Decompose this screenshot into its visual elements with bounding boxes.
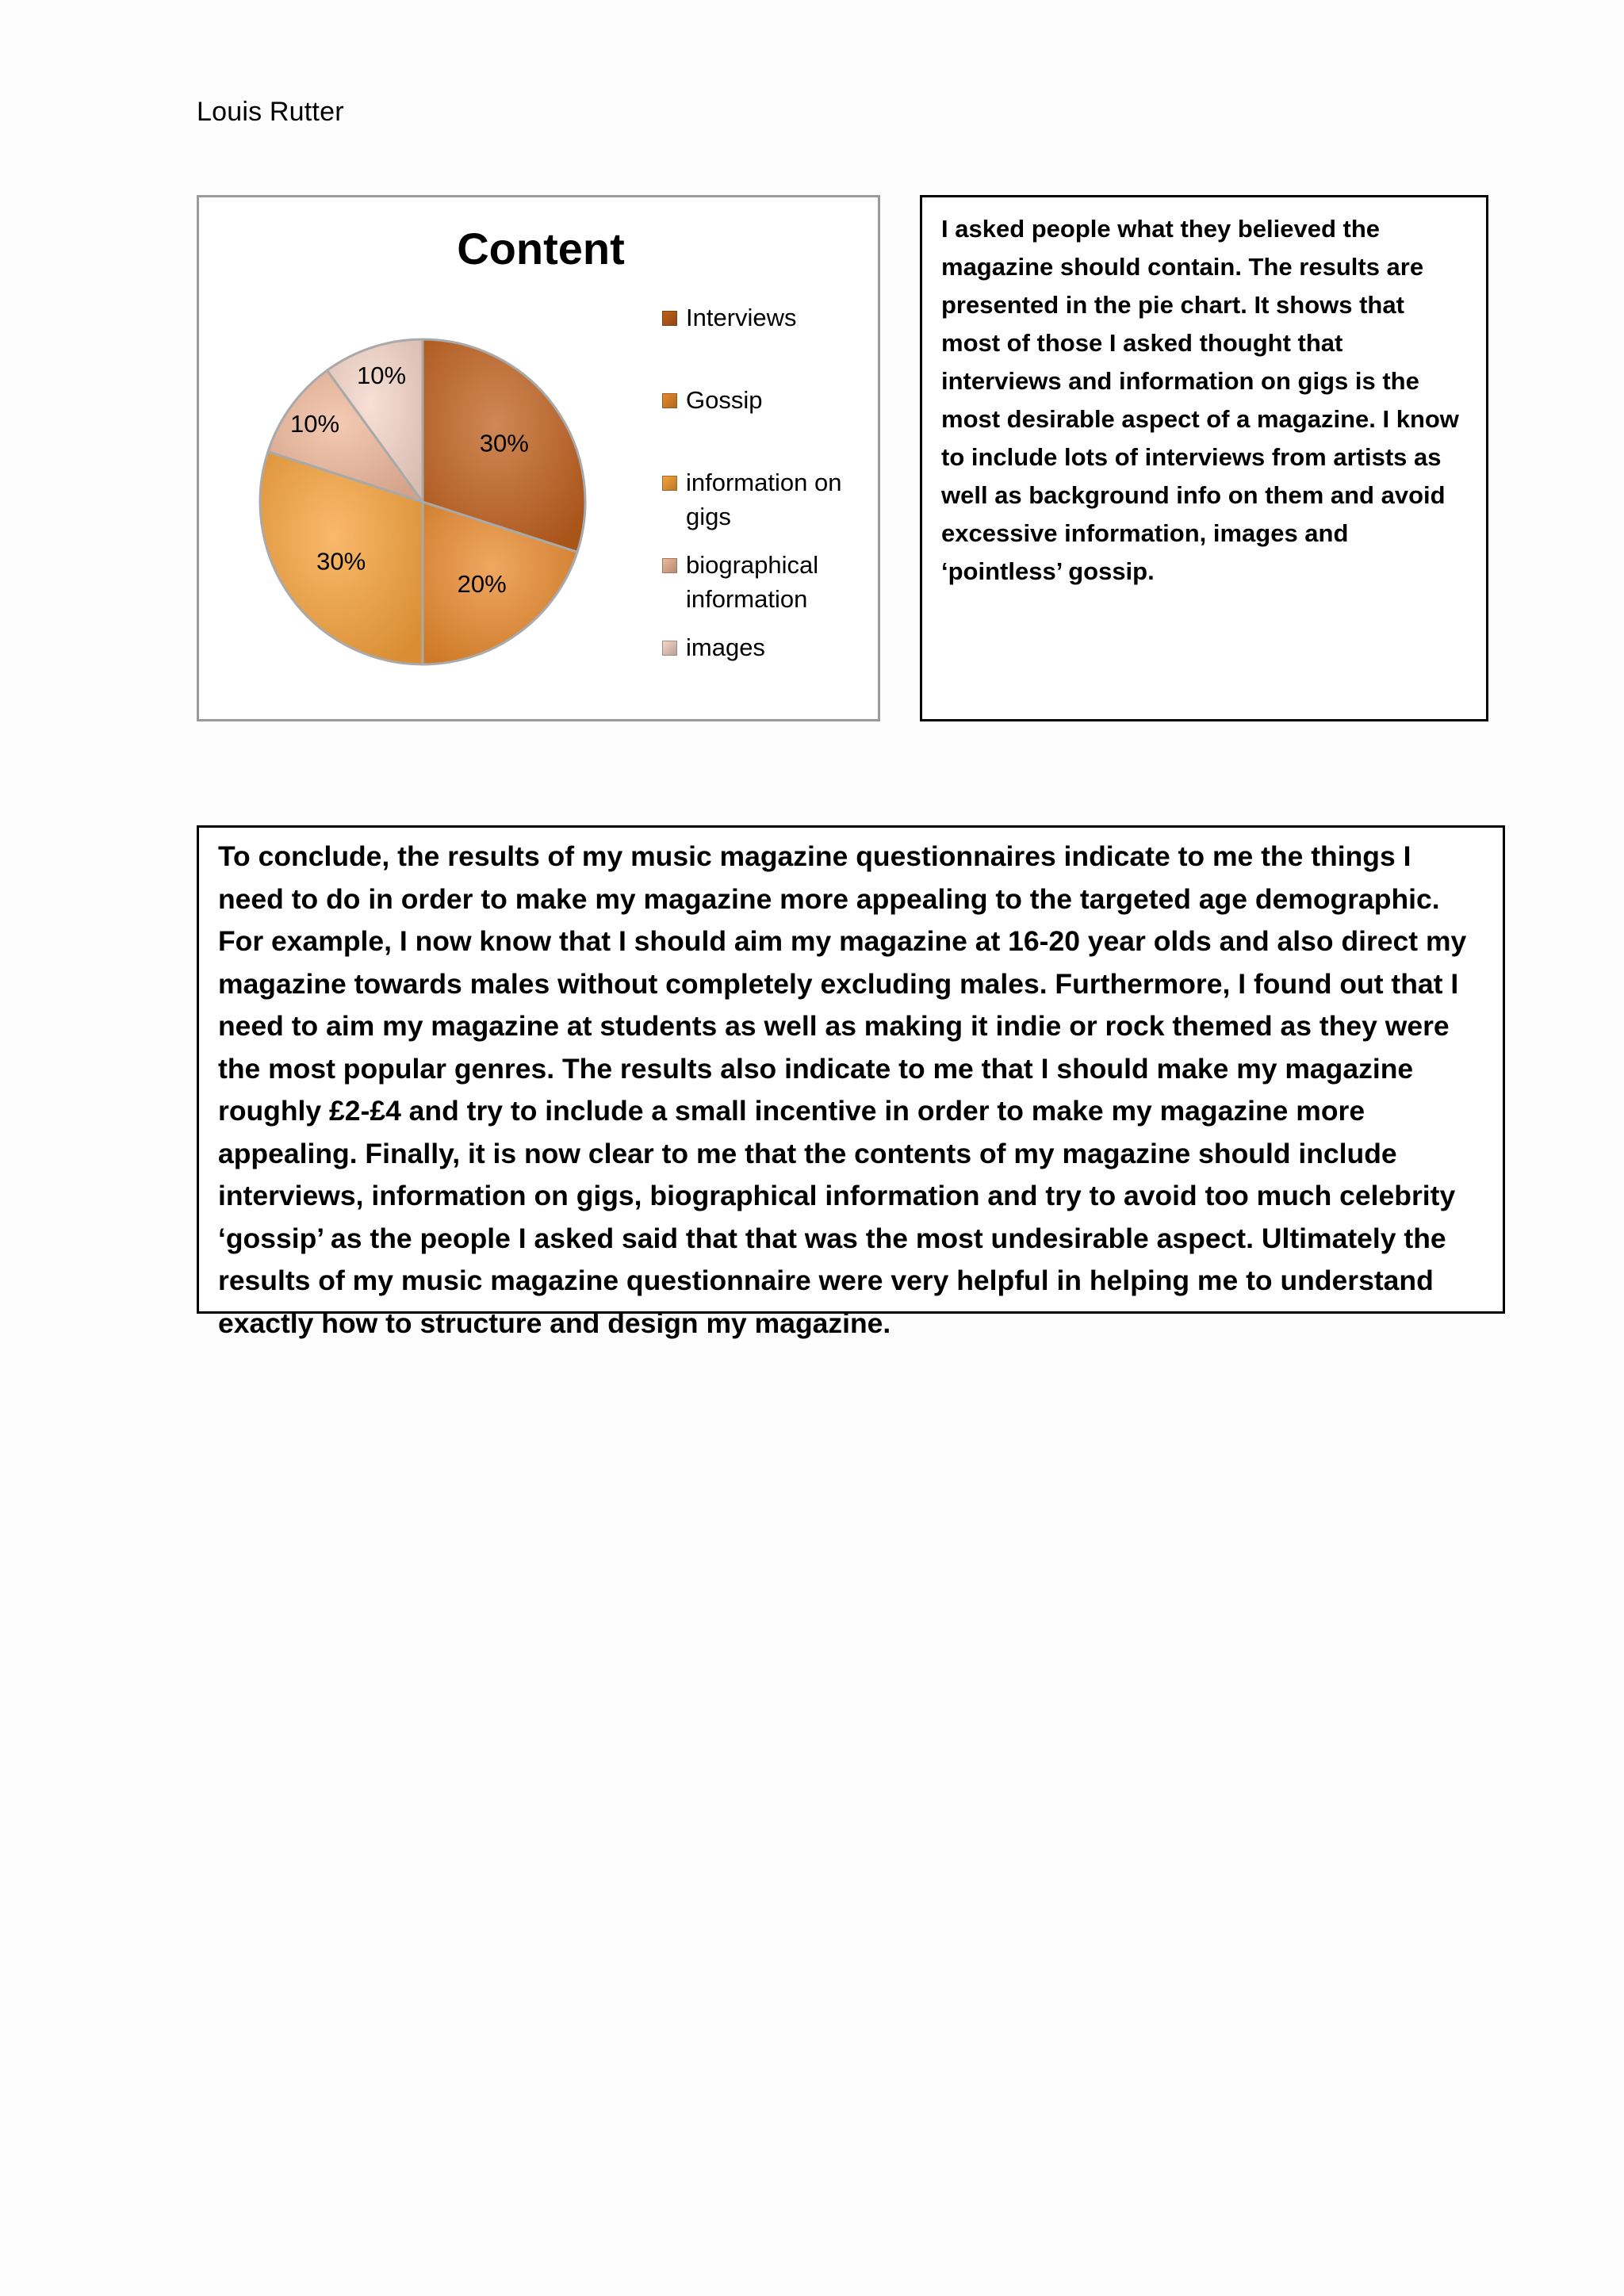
- legend-label: Interviews: [686, 304, 797, 331]
- legend-label-line: biographical: [686, 551, 819, 579]
- pie-data-label: 10%: [289, 410, 340, 438]
- legend-swatch: [662, 558, 677, 573]
- conclusion-paragraph: To conclude, the results of my music magazine questionnaires indicate to me the things I need to do in order to make my magazine more appealing to the targeted age demographic. For example, I now know that I should aim my magazine at 16-20 year olds and also direct my magazine towards males without completely excluding males. Furthermore, I found out that I need to aim my magazine at students as well as making it indie or rock themed as they were the most popular genres. The results also indicate to me that I should make my magazine roughly £2-£4 and try to include a small incentive in order to make my magazine more appealing. Finally, it is now clear to me that the contents of my magazine should include interviews, information on gigs, biographical information and try to avoid too much celebrity ‘gossip’ as the people I asked said that that was the most undesirable aspect. Ultimately the results of my music magazine questionnaire were very helpful in helping me to understand exactly how to structure and design my magazine.: [197, 825, 1505, 1314]
- pie-data-label: 30%: [316, 547, 366, 576]
- legend-label-line: information: [686, 585, 808, 613]
- legend-label: Gossip: [686, 386, 763, 414]
- legend-swatch: [662, 476, 677, 491]
- pie-data-label: 20%: [457, 569, 507, 598]
- chart-title: Content: [457, 224, 625, 274]
- legend-label-line: information on: [686, 469, 842, 496]
- legend-swatch: [662, 641, 677, 656]
- author-name: Louis Rutter: [197, 97, 344, 127]
- chart-explanation: I asked people what they believed the magazine should contain. The results are presented in the pie chart. It shows that most of those I asked thought that interviews and information on gigs is the most desirable aspect of a magazine. I know to include lots of interviews from artists as well as background info on them and avoid excessive information, images and ‘pointless’ gossip.: [920, 195, 1488, 721]
- pie-data-label: 30%: [479, 429, 529, 457]
- legend-label: [686, 465, 876, 534]
- legend-label: images: [686, 633, 765, 661]
- legend-label: [686, 548, 876, 616]
- pie-chart: [197, 195, 880, 721]
- pie-data-label: 10%: [357, 362, 407, 390]
- legend-label-line: gigs: [686, 503, 731, 530]
- legend-swatch: [662, 393, 677, 408]
- legend-swatch: [662, 311, 677, 326]
